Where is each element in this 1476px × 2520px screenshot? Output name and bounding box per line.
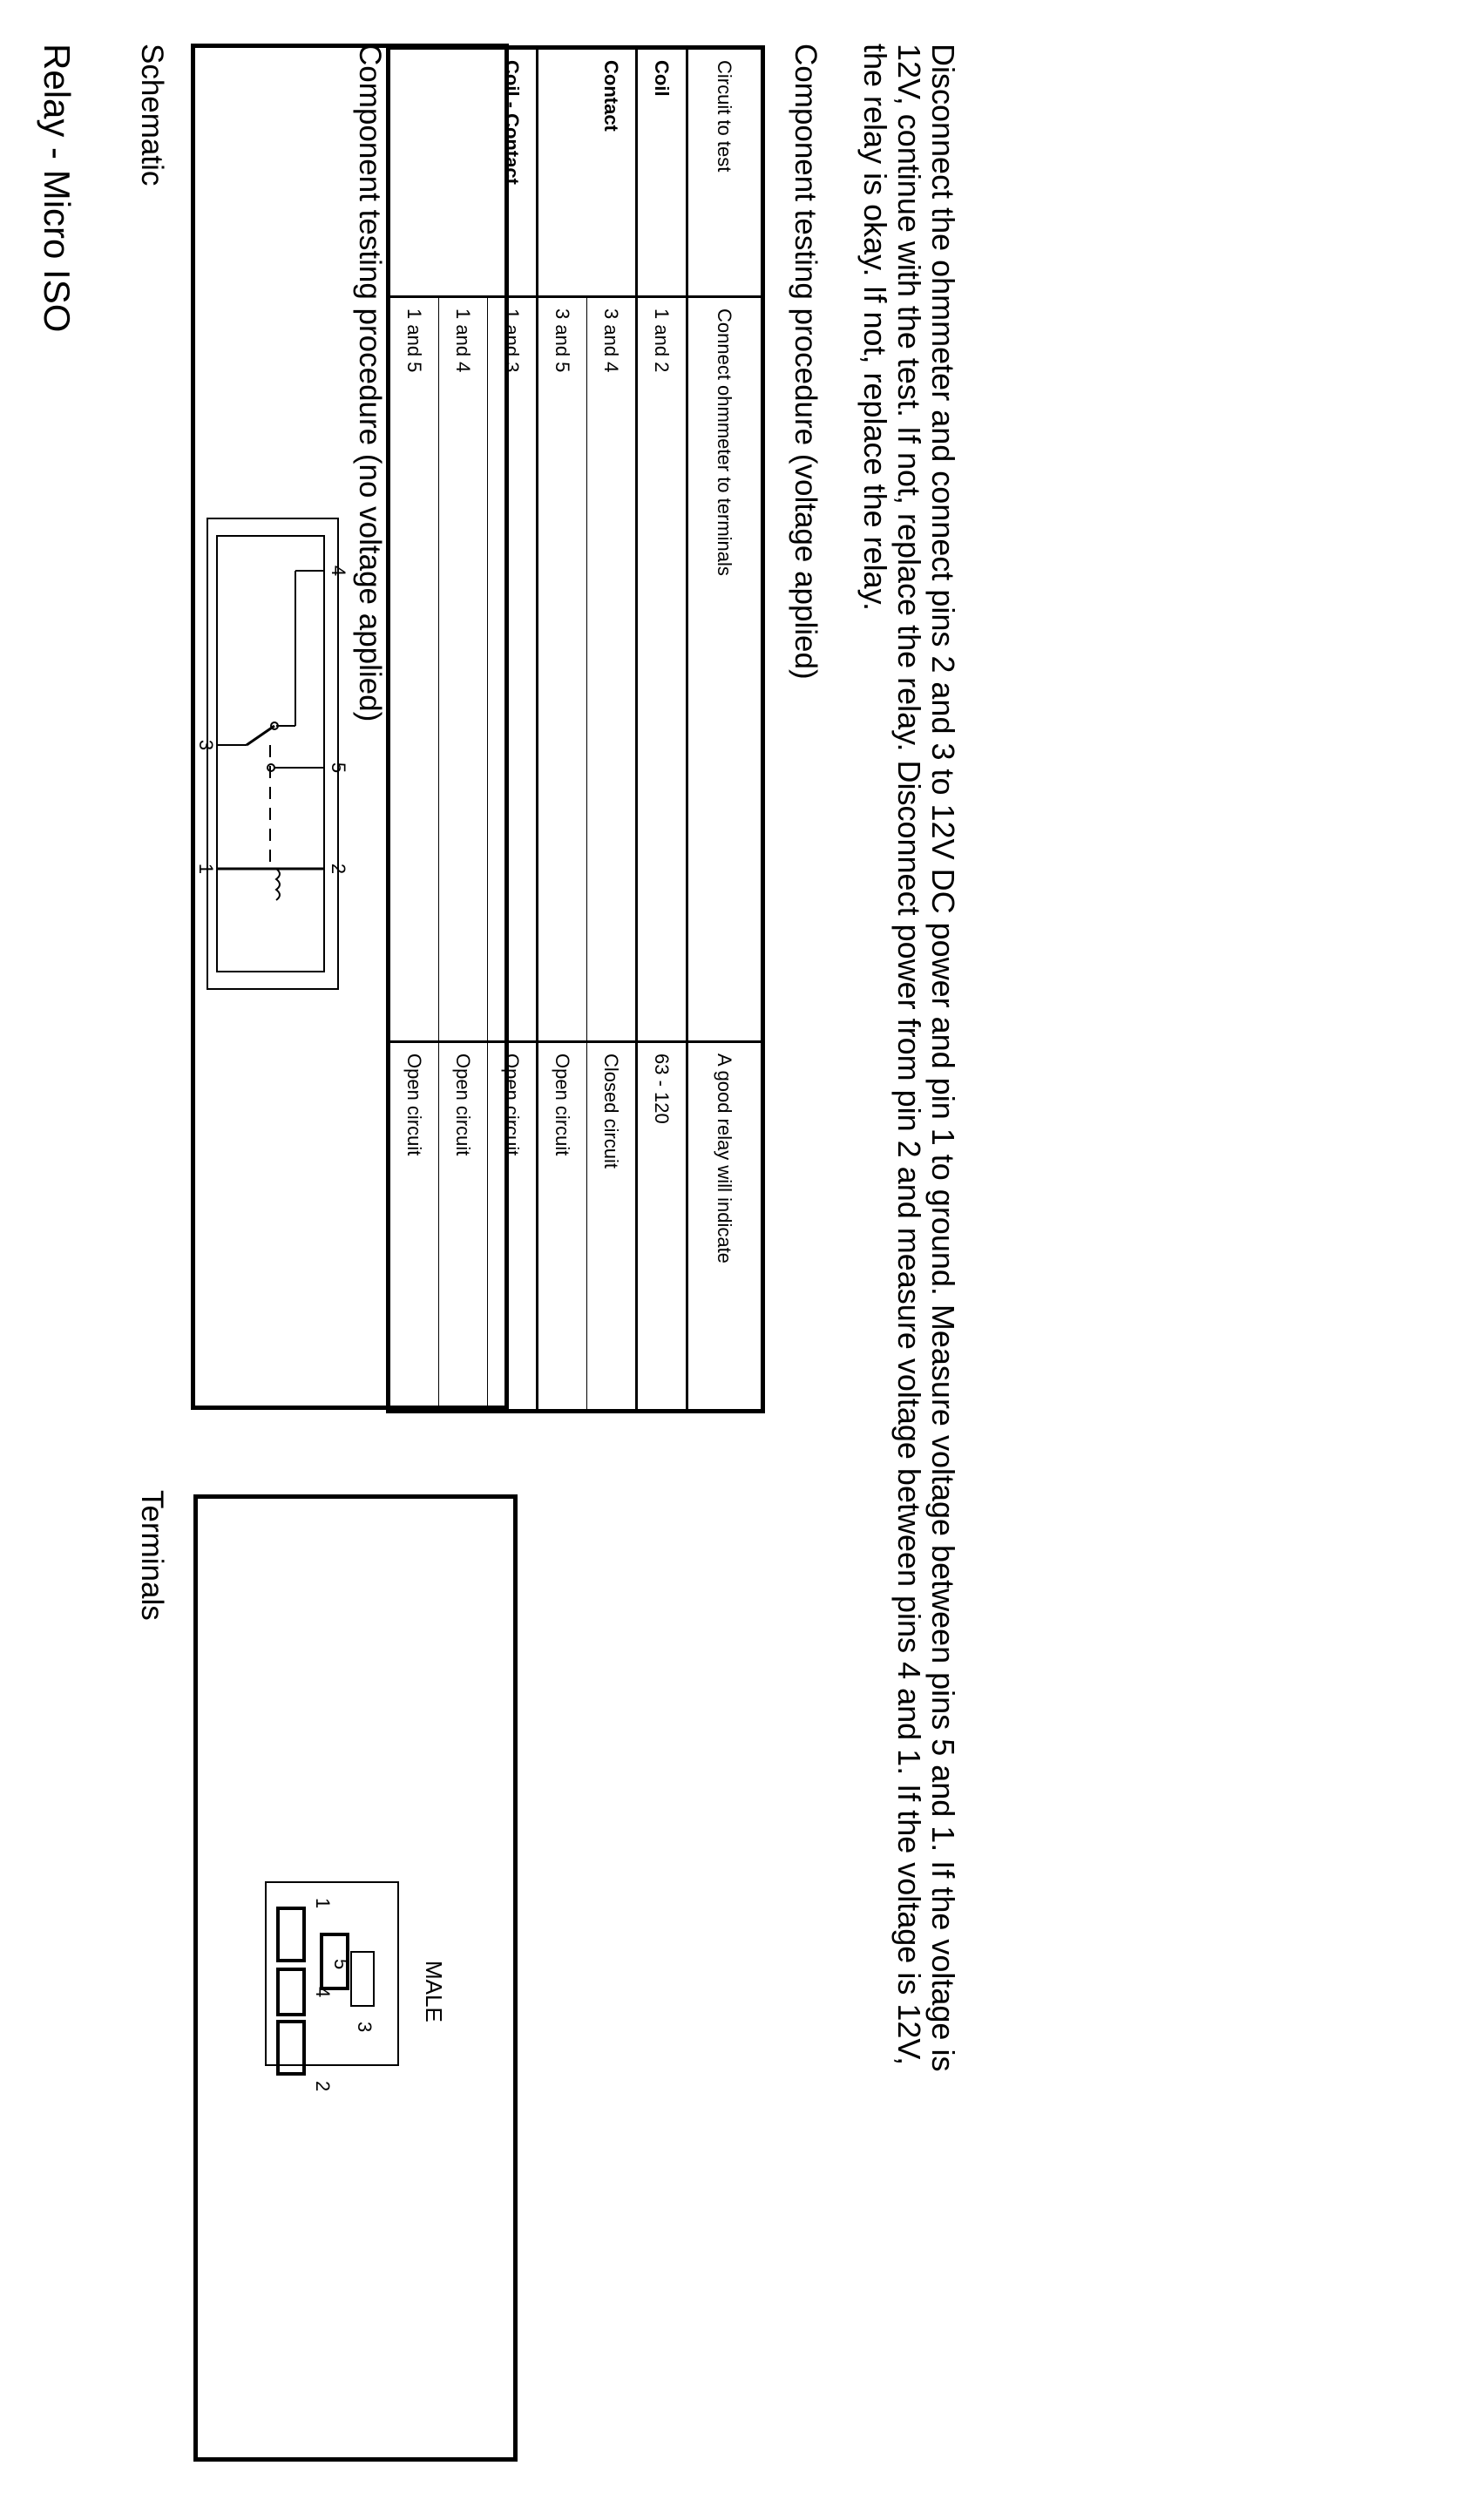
row-result: Open circuit — [403, 1053, 426, 1156]
voltage-instructions-line: the relay is okay. If not, replace the relay. — [857, 44, 893, 611]
row-terminals: 1 and 5 — [389, 297, 439, 1042]
table-header-row — [687, 48, 763, 1412]
terminal-pin-label-3: 3 — [354, 2022, 376, 2033]
terminal-pin-label-5: 5 — [330, 1959, 352, 1970]
row-result: Open circuit — [488, 1042, 538, 1412]
table-row — [538, 48, 587, 1412]
row-circuit — [439, 48, 488, 297]
terminal-pin-1 — [278, 1908, 304, 1961]
table-row — [389, 48, 439, 1412]
no-voltage-heading: Component testing procedure (no voltage applied) — [353, 44, 387, 722]
terminal-pin-label-1: 1 — [312, 1898, 334, 1909]
schematic-pin-label-5: 5 — [328, 762, 349, 774]
terminal-pin-label-4: 4 — [312, 1987, 334, 1998]
row-result: 63 - 120 — [637, 1042, 687, 1412]
row-circuit: Coil - Contact — [488, 48, 538, 297]
terminal-pin-label-2: 2 — [312, 2081, 334, 2092]
schematic-pin-label-2: 2 — [328, 863, 349, 875]
voltage-instructions-line: Disconnect the ohmmeter and connect pins 2 and 3 to 12V DC power and pin 1 to ground. Measure voltage between pins 5 and 1. If the voltage is — [925, 44, 961, 2072]
terminal-pin-4 — [278, 1969, 304, 2015]
schematic-pin-label-1: 1 — [195, 863, 217, 875]
column-header-circuit: Circuit to test — [687, 48, 763, 297]
table-row — [587, 48, 637, 1412]
voltage-instructions — [858, 44, 960, 2483]
row-result: Open circuit — [538, 1042, 587, 1412]
terminals-panel — [193, 1494, 518, 2462]
relay-switch-arm — [247, 726, 274, 745]
schematic-pin-label-3: 3 — [195, 739, 217, 751]
column-header-terminals: Connect ohmmeter to terminals — [687, 297, 763, 1042]
table-row — [488, 48, 538, 1412]
schematic-pin-label-4: 4 — [328, 565, 349, 577]
voltage-heading: Component testing procedure (voltage applied) — [789, 44, 823, 680]
voltage-instructions-line: 12V, continue with the test. If not, replace the relay. Disconnect power from pin 2 and measure voltage between pins 4 and 1. If the voltage is 12V, — [891, 44, 927, 2066]
relay-terminal-layout — [198, 1499, 513, 2457]
schematic-heading: Schematic — [135, 44, 169, 186]
row-terminals: 1 and 4 — [439, 297, 488, 1042]
column-header-result: A good relay will indicate — [687, 1042, 763, 1412]
table-row — [637, 48, 687, 1412]
no-voltage-table-container — [399, 45, 765, 1413]
coil-icon — [276, 869, 280, 900]
row-circuit — [389, 48, 439, 297]
no-voltage-table — [386, 45, 765, 1413]
row-terminals: 1 and 2 — [637, 297, 687, 1042]
page-title: Relay - Micro ISO — [37, 44, 78, 333]
schematic-outer-housing — [207, 518, 338, 989]
row-circuit — [538, 48, 587, 297]
terminal-gender-label: MALE — [421, 1961, 447, 2022]
row-result: Open circuit — [439, 1042, 488, 1412]
row-terminals: 3 and 4 — [587, 297, 637, 1042]
row-circuit: Coil — [637, 48, 687, 297]
terminals-heading: Terminals — [135, 1490, 169, 1621]
row-result: Closed circuit — [587, 1042, 637, 1412]
row-terminals: 1 and 3 — [488, 297, 538, 1042]
row-circuit: Contact — [587, 48, 637, 297]
row-terminals: 3 and 5 — [538, 297, 587, 1042]
table-row — [439, 48, 488, 1412]
terminal-pin-3 — [351, 1952, 374, 2006]
